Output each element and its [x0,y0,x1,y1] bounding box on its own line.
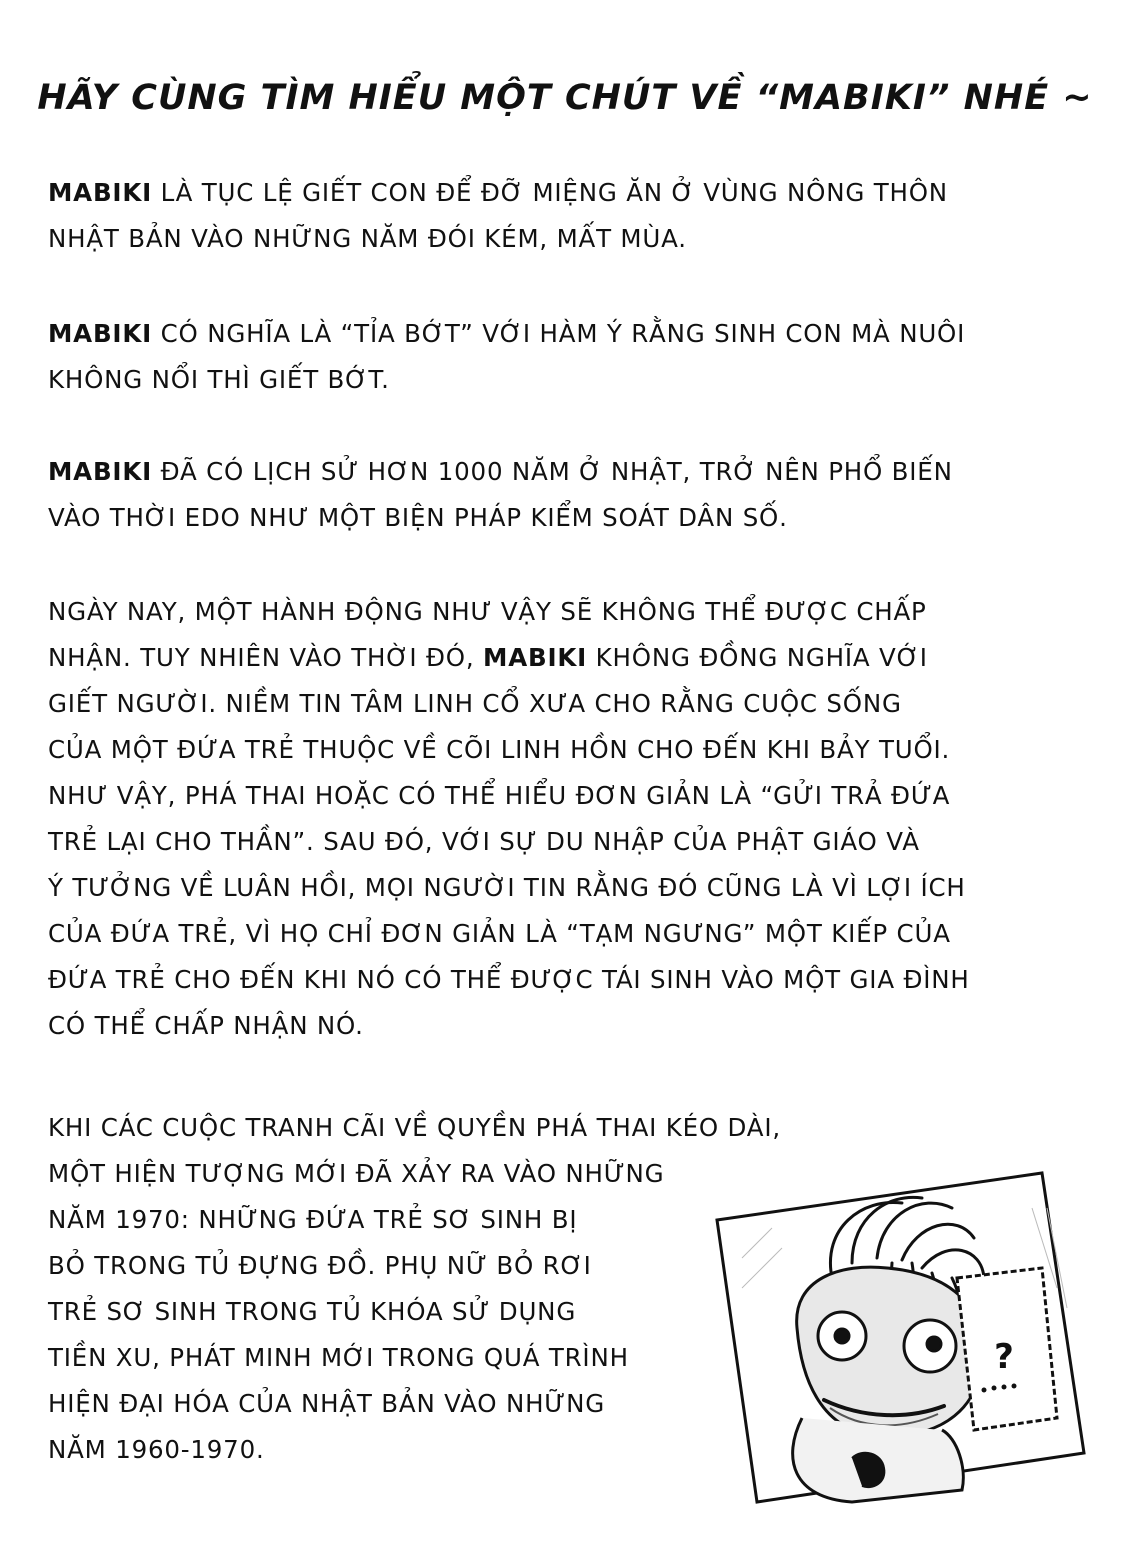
paragraph-3 [48,449,953,541]
line-text: VÀO THỜI EDO NHƯ MỘT BIỆN PHÁP KIỂM SOÁT DÂN SỐ. [48,503,788,532]
text-line [48,170,948,216]
left-eye [818,1312,866,1360]
text-line [48,1427,781,1473]
line-text: CÓ NGHĨA LÀ “TỈA BỚT” VỚI HÀM Ý RẰNG SINH CON MÀ NUÔI [152,319,966,348]
text-line [48,589,970,635]
line-text: NHẬT BẢN VÀO NHỮNG NĂM ĐÓI KÉM, MẤT MÙA. [48,224,687,253]
text-line [48,1289,781,1335]
text-line [48,865,970,911]
line-text: CỦA ĐỨA TRẺ, VÌ HỌ CHỈ ĐƠN GIẢN LÀ “TẠM NGƯNG” MỘT KIẾP CỦA [48,919,951,948]
text-line [48,681,970,727]
manga-character-illustration [712,1168,1087,1508]
line-text: CỦA MỘT ĐỨA TRẺ THUỘC VỀ CÕI LINH HỒN CHO ĐẾN KHI BẢY TUỔI. [48,735,951,764]
text-line [48,1243,781,1289]
text-line [48,1151,781,1197]
line-text: Ý TƯỞNG VỀ LUÂN HỒI, MỌI NGƯỜI TIN RẰNG ĐÓ CŨNG LÀ VÌ LỢI ÍCH [48,873,966,902]
text-line [48,1335,781,1381]
paragraph-1 [48,170,948,262]
line-text: TRẺ LẠI CHO THẦN”. SAU ĐÓ, VỚI SỰ DU NHẬP CỦA PHẬT GIÁO VÀ [48,827,920,856]
page-title: HÃY CÙNG TÌM HIỂU MỘT CHÚT VỀ “MABIKI” NHÉ ~ [37,78,1093,118]
line-text: LÀ TỤC LỆ GIẾT CON ĐỂ ĐỠ MIỆNG ĂN Ở VÙNG NÔNG THÔN [152,178,948,207]
line-text: ĐÃ CÓ LỊCH SỬ HƠN 1000 NĂM Ở NHẬT, TRỞ NÊN PHỔ BIẾN [152,457,953,486]
line-text: KHÔNG NỔI THÌ GIẾT BỚT. [48,365,390,394]
text-line [48,1105,781,1151]
line-text: TIỀN XU, PHÁT MINH MỚI TRONG QUÁ TRÌNH [48,1343,629,1372]
held-sign [957,1268,1057,1430]
line-text: HIỆN ĐẠI HÓA CỦA NHẬT BẢN VÀO NHỮNG [48,1389,606,1418]
text-line [48,635,970,681]
text-line [48,216,948,262]
illustration-svg [712,1168,1087,1508]
keyword: MABIKI [48,457,153,486]
line-text: NHƯ VẬY, PHÁ THAI HOẶC CÓ THỂ HIỂU ĐƠN GIẢN LÀ “GỬI TRẢ ĐỨA [48,781,951,810]
text-line [48,1197,781,1243]
text-line [48,311,965,357]
text-line [48,819,970,865]
keyword: MABIKI [48,319,153,348]
text-line [48,911,970,957]
right-eye [904,1320,956,1372]
text-line [48,495,953,541]
line-text: KHÔNG ĐỒNG NGHĨA VỚI [587,643,928,672]
line-text: CÓ THỂ CHẤP NHẬN NÓ. [48,1011,364,1040]
keyword: MABIKI [48,178,153,207]
text-line [48,957,970,1003]
text-line [48,1003,970,1049]
line-text: TRẺ SƠ SINH TRONG TỦ KHÓA SỬ DỤNG [48,1297,577,1326]
paragraph-4 [48,589,970,1049]
text-line [48,1381,781,1427]
text-line [48,773,970,819]
line-text: NGÀY NAY, MỘT HÀNH ĐỘNG NHƯ VẬY SẼ KHÔNG THỂ ĐƯỢC CHẤP [48,597,927,626]
line-text: ĐỨA TRẺ CHO ĐẾN KHI NÓ CÓ THỂ ĐƯỢC TÁI SINH VÀO MỘT GIA ĐÌNH [48,965,970,994]
line-text: MỘT HIỆN TƯỢNG MỚI ĐÃ XẢY RA VÀO NHỮNG [48,1159,665,1188]
line-text: GIẾT NGƯỜI. NIỀM TIN TÂM LINH CỔ XƯA CHO RẰNG CUỘC SỐNG [48,689,902,718]
keyword: MABIKI [483,643,588,672]
text-line [48,727,970,773]
line-text: BỎ TRONG TỦ ĐỰNG ĐỒ. PHỤ NỮ BỎ RƠI [48,1251,592,1280]
line-text: NĂM 1970: NHỮNG ĐỨA TRẺ SƠ SINH BỊ [48,1205,578,1234]
line-text: NHẬN. TUY NHIÊN VÀO THỜI ĐÓ, [48,643,484,672]
paragraph-2 [48,311,965,403]
line-text: NĂM 1960-1970. [48,1435,265,1464]
text-line [48,357,965,403]
sign-question-mark: ? [994,1337,1014,1377]
line-text: KHI CÁC CUỘC TRANH CÃI VỀ QUYỀN PHÁ THAI KÉO DÀI, [48,1113,781,1142]
text-line [48,449,953,495]
paragraph-5 [48,1105,781,1473]
